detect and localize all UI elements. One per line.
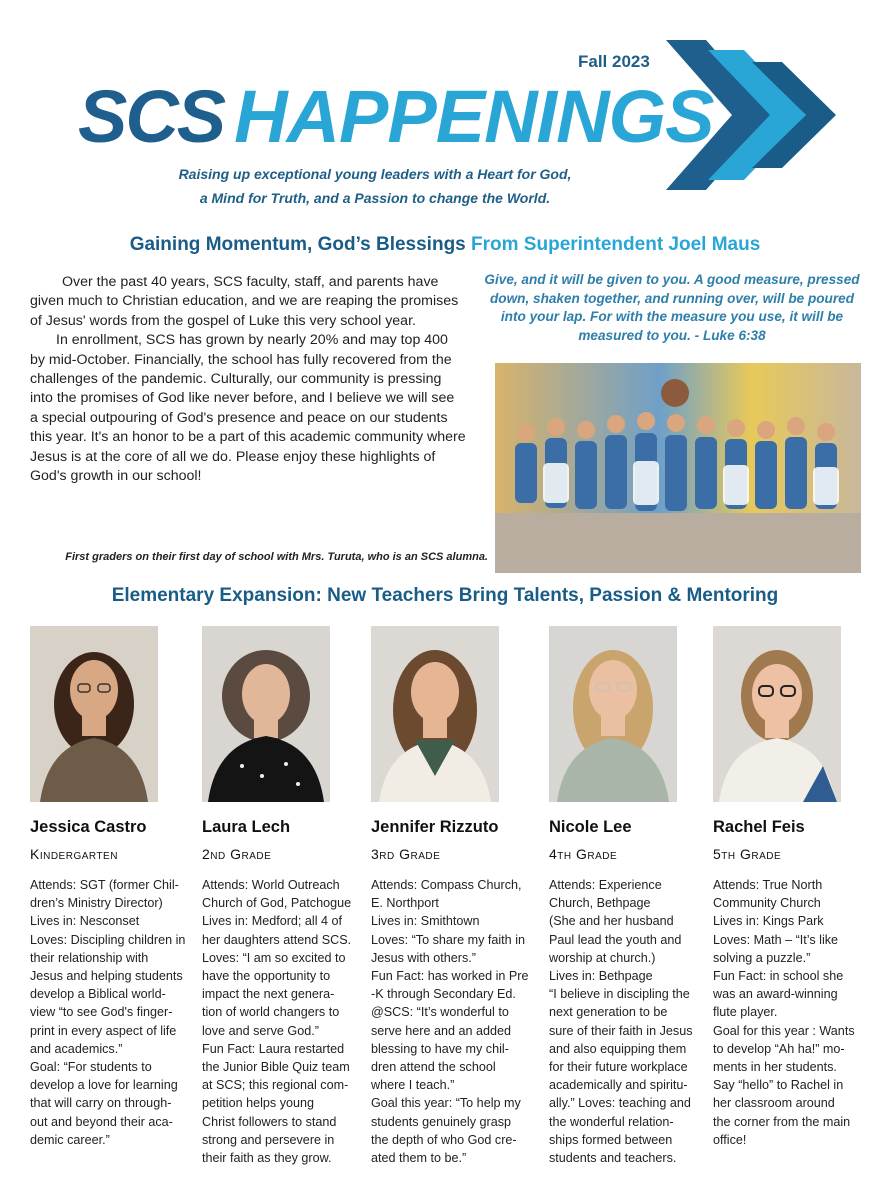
bio-line: Lives in: Bethpage [549,969,653,984]
letter-paragraph-1: Over the past 40 years, SCS faculty, staff, and parents have given much to Christian education, and we are reaping the promises of Jesus' words from the gospel of Luke this very school year. [30,274,459,329]
bio-line: the corner from the main [713,1114,851,1129]
bio-line: Attends: Compass Church, [371,878,522,892]
newsletter-logo [78,72,713,162]
bio-line: Goal for this year : Wants [713,1023,855,1038]
first-graders-photo [495,363,861,573]
tagline-line-2: a Mind for Truth, and a Passion to change the World. [199,190,551,206]
teacher-portrait [202,626,330,802]
bio-line: the wonderful relation- [549,1114,674,1129]
bio-line: dren attend the school [371,1060,496,1075]
bio-line: strong and persevere in [202,1132,335,1147]
superintendent-letter [30,273,466,486]
teacher-card-2 [202,626,352,1166]
teacher-card-3 [371,626,529,1166]
bio-line: that will carry on through- [30,1096,172,1111]
feature-headline [40,234,850,256]
bio-line: (She and her husband [549,914,674,929]
teacher-card-4 [549,626,693,1166]
bio-line: academically and spiritu- [549,1078,688,1093]
bio-line: Attends: True North [713,878,823,892]
teacher-grade: 4th Grade [549,846,618,862]
bio-line: solving a puzzle.” [713,950,811,965]
bio-line: Church, Bethpage [549,896,651,911]
teachers-headline: Elementary Expansion: New Teachers Bring Talents, Passion & Mentoring [111,585,779,606]
bio-line: ments in her students. [713,1060,837,1075]
bio-line: Loves: Math – “It’s like [713,932,839,947]
bio-line: students genuinely grasp [371,1114,512,1129]
bio-line: -K through Secondary Ed. [371,987,516,1002]
bio-line: Loves: Discipling children in [30,932,186,947]
bio-line: the Junior Bible Quiz team [202,1060,350,1075]
feature-headline-main: Gaining Momentum, God’s Blessings [129,234,466,255]
bio-line: flute player. [713,1005,778,1020]
teacher-card-1 [30,626,186,1147]
bio-line: have the opportunity to [202,969,331,984]
bio-line: Jesus with others.” [371,950,476,965]
bio-line: Attends: Experience [549,878,662,892]
teacher-bio [549,876,693,1167]
bio-line: Goal: “For students to [30,1060,152,1075]
bio-line: develop a Biblical world- [30,987,166,1002]
bio-line: “I believe in discipling the [549,987,690,1002]
teacher-portrait [713,626,841,802]
teacher-bio [202,876,351,1167]
bio-line: @SCS: “It’s wonderful to [371,1005,509,1020]
bio-line: view “to see God's finger- [30,1005,173,1020]
letter-paragraph-2: In enrollment, SCS has grown by nearly 20% and may top 400 by mid-October. Financially, the school has fully recovered from the challenges of the pandemic. Culturally, our community is pressing into the promises of God like never before, and I believe we will see a special outpouring of God's presence and peace on our students this year. It's an honor to be a part of this academic community where Jesus is at the core of all we do. Please enjoy these highlights of God's growth in our school! [30,332,466,485]
bio-line: Fun Fact: has worked in Pre [371,969,529,984]
teacher-bio [30,876,185,1149]
bio-line: Goal this year: “To help my [371,1096,521,1111]
bio-line: their faith as they grow. [202,1151,332,1166]
teacher-name: Jessica Castro [30,818,147,836]
issue-season: Fall 2023 [578,52,650,71]
teacher-name: Laura Lech [202,818,291,836]
bio-line: love and serve God.” [202,1023,319,1038]
bio-line: students and teachers. [549,1151,677,1166]
bio-line: blessing to have my chil- [371,1041,509,1056]
teacher-grade: 3rd Grade [371,846,441,862]
teacher-card-5 [713,626,855,1147]
bio-line: where I teach.” [371,1078,455,1093]
bio-line: Jesus and helping students [30,969,183,984]
bio-line: out and beyond their aca- [30,1114,173,1129]
bio-line: develop a love for learning [30,1078,178,1093]
tagline-line-1: Raising up exceptional young leaders with a Heart for God, [178,166,572,182]
logo-scs-text: SCS [78,75,225,158]
bio-line: office! [713,1132,747,1147]
bio-line: E. Northport [371,896,439,911]
bio-line: Fun Fact: in school she [713,969,844,984]
teacher-portrait [371,626,499,802]
bio-line: and academics.” [30,1041,123,1056]
teacher-grade: 2nd Grade [202,846,272,862]
photo-caption: First graders on their first day of school with Mrs. Turuta, who is an SCS alumna. [65,551,488,563]
bio-line: print in every aspect of life [30,1023,177,1038]
bio-line: ally.” Loves: teaching and [549,1096,691,1111]
bio-line: to develop “Ah ha!” mo- [713,1041,845,1056]
scripture-quote: Give, and it will be given to you. A good measure, pressed down, shaken together, and running over, will be poured into your lap. For with the measure you use, it will be measured to you. - Luke 6:38 [484,272,860,343]
bio-line: Loves: “To share my faith in [371,932,525,947]
bio-line: Fun Fact: Laura restarted [202,1041,345,1056]
bio-line: Community Church [713,896,821,911]
bio-line: Attends: SGT (former Chil- [30,878,179,892]
teacher-bio [371,876,529,1167]
bio-line: ships formed between [549,1132,673,1147]
bio-line: Loves: “I am so excited to [202,950,346,965]
bio-line: was an award-winning [713,987,838,1002]
teacher-name: Rachel Feis [713,818,805,836]
bio-line: Christ followers to stand [202,1114,337,1129]
bio-line: Lives in: Smithtown [371,914,480,929]
bio-line: petition helps young [202,1096,315,1111]
bio-line: her classroom around [713,1096,835,1111]
bio-line: at SCS; this regional com- [202,1078,349,1093]
bio-line: tion of world changers to [202,1005,340,1020]
bio-line: the depth of who God cre- [371,1132,517,1147]
bio-line: Paul lead the youth and [549,932,682,947]
bio-line: their relationship with [30,950,149,965]
bio-line: Attends: World Outreach [202,878,340,892]
bio-line: demic career.” [30,1132,110,1147]
bio-line: Lives in: Medford; all 4 of [202,914,343,929]
bio-line: Say “hello” to Rachel in [713,1078,844,1093]
bio-line: for their future workplace [549,1060,688,1075]
teacher-portrait [549,626,677,802]
bio-line: Church of God, Patchogue [202,896,352,911]
bio-line: impact the next genera- [202,987,335,1002]
teacher-grade: Kindergarten [30,846,118,862]
teacher-portrait [30,626,158,802]
bio-line: dren’s Ministry Director) [30,896,163,911]
bio-line: her daughters attend SCS. [202,932,352,947]
bio-line: next generation to be [549,1005,668,1020]
chevron-arrows-icon [660,40,850,190]
teacher-name: Jennifer Rizzuto [371,818,499,836]
bio-line: sure of their faith in Jesus [549,1023,693,1038]
teacher-grade: 5th Grade [713,846,782,862]
bio-line: worship at church.) [549,950,656,965]
bio-line: Lives in: Nesconset [30,914,140,929]
bio-line: and also equipping them [549,1041,687,1056]
bio-line: Lives in: Kings Park [713,914,824,929]
bio-line: ated them to be.” [371,1151,467,1166]
teacher-bio [713,876,855,1149]
bio-line: serve here and an added [371,1023,512,1038]
feature-headline-byline: From Superintendent Joel Maus [471,234,761,255]
teacher-name: Nicole Lee [549,818,632,836]
logo-happenings-text: HAPPENINGS [234,75,714,158]
